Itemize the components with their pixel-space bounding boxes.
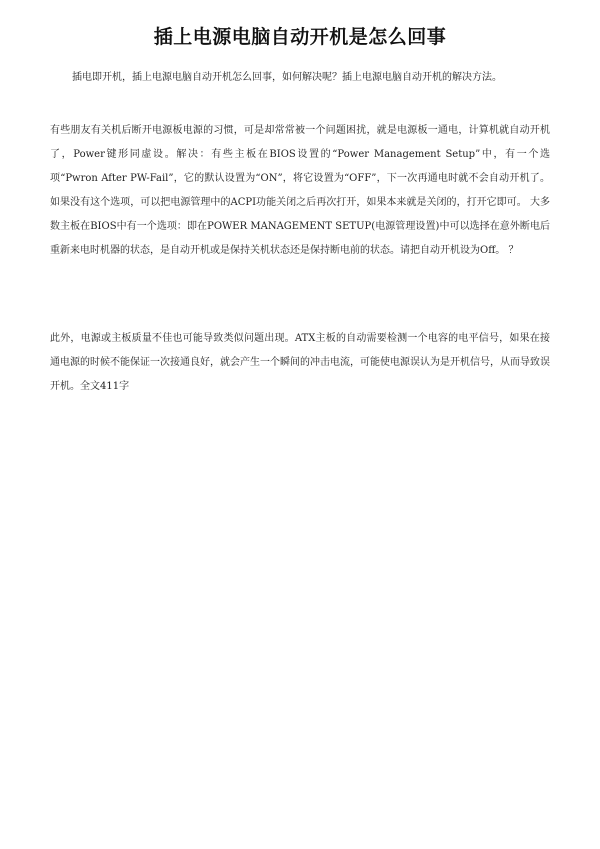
paragraph-2: 此外，电源或主板质量不佳也可能导致类似问题出现。ATX主板的自动需要检测一个电容的电平信号，如果在接通电源的时候不能保证一次接通良好，就会产生一个瞬间的冲击电流，可能使电源误认为是开机信号，从而导致误开机。全文411字 [50,333,550,392]
document-summary: 插电即开机，插上电源电脑自动开机怎么回事，如何解决呢？插上电源电脑自动开机的解决方法。 [72,72,502,83]
paragraph-1: 有些朋友有关机后断开电源板电源的习惯，可是却常常被一个问题困扰，就是电源板一通电，计算机就自动开机了，Power键形同虚设。解决：有些主板在BIOS设置的“Power Management Setup”中，有一个选项“Pwron After PW-Fail”，它的默认设置为“ON”，将它设置为“OFF”，下一次再通电时就不会自动开机了。如果没有这个选项，可以把电源管理中的ACPI功能关闭之后再次打开，如果本来就是关闭的，打开它即可。 大多数主板在BIOS中有一个选项：即在POWER MANAGEMENT SETUP(电源管理设置)中可以选择在意外断电后重新来电时机器的状态，是自动开机或是保持关机状态还是保持断电前的状态。请把自动开机设为Off。 ？ [50,125,550,256]
document-title: 插上电源电脑自动开机是怎么回事 [153,26,447,48]
